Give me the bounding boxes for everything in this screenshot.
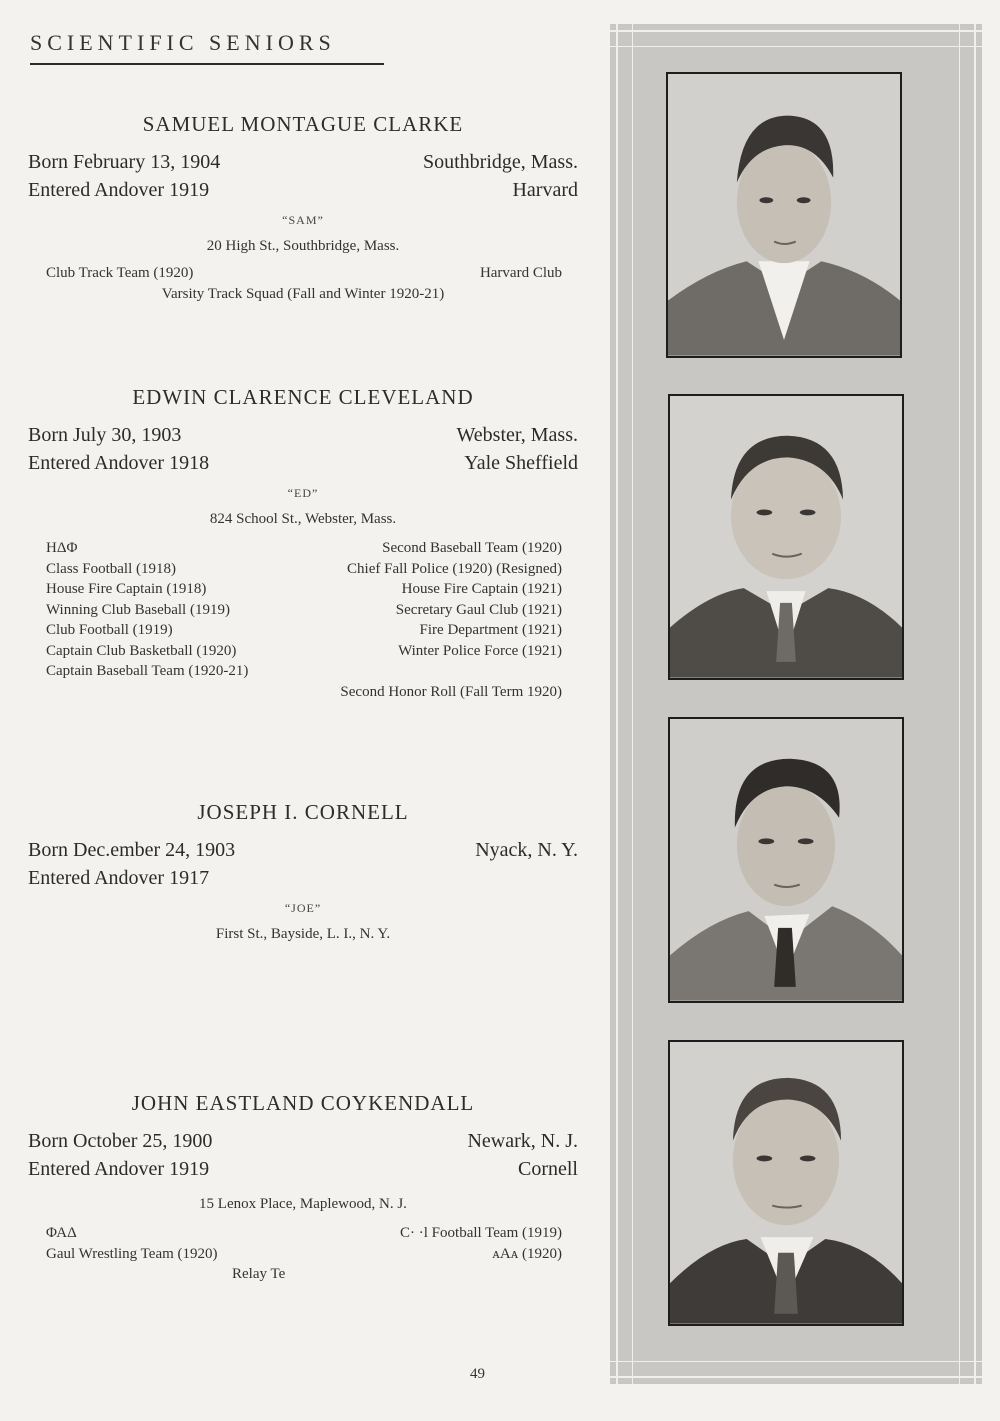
- activity: Fire Department (1921): [419, 622, 562, 638]
- address: 20 High St., Southbridge, Mass.: [206, 238, 400, 254]
- student-name: EDWIN CLARENCE CLEVELAND: [132, 385, 474, 409]
- activity: ΦΑΔ: [46, 1225, 77, 1241]
- address: First St., Bayside, L. I., N. Y.: [215, 926, 391, 942]
- college: Yale Sheffield: [464, 452, 578, 474]
- activity: Club Football (1919): [46, 622, 173, 638]
- activity: House Fire Captain (1918): [46, 581, 207, 597]
- strip-border: [610, 30, 982, 32]
- page-number: 49: [470, 1366, 485, 1382]
- address: 15 Lenox Place, Maplewood, N. J.: [199, 1196, 407, 1212]
- entry-cleveland: [28, 385, 578, 702]
- nickname: “SAM”: [282, 213, 324, 227]
- portrait-photo-coykendall: [668, 1040, 904, 1326]
- entry-clarke: [28, 112, 578, 304]
- strip-border: [974, 24, 976, 1384]
- activity: Club Track Team (1920): [46, 265, 194, 281]
- portrait-photo-cleveland: [668, 394, 904, 680]
- strip-border: [616, 24, 618, 1384]
- address: 824 School St., Webster, Mass.: [209, 511, 397, 527]
- activity: Secretary Gaul Club (1921): [395, 601, 562, 618]
- activity: Second Baseball Team (1920): [382, 540, 562, 556]
- entry-coykendall: [28, 1091, 578, 1284]
- portrait-photo-cornell: [668, 717, 904, 1003]
- activity: Varsity Track Squad (Fall and Winter 1920-21): [161, 285, 445, 302]
- portrait-image: [668, 74, 900, 356]
- hometown: Webster, Mass.: [456, 424, 578, 446]
- portrait-photo-clarke: [666, 72, 902, 358]
- portrait-image: [670, 396, 902, 678]
- hometown: Nyack, N. Y.: [475, 839, 578, 861]
- entered-year: Entered Andover 1919: [28, 179, 210, 201]
- title-underline: [30, 63, 384, 65]
- entry-cornell: [28, 800, 578, 943]
- entered-year: Entered Andover 1917: [28, 867, 210, 889]
- birth-date: Born Dec.ember 24, 1903: [28, 839, 236, 861]
- hometown: Newark, N. J.: [467, 1130, 578, 1152]
- birth-date: Born February 13, 1904: [28, 151, 221, 173]
- nickname: “ED”: [287, 486, 319, 500]
- student-name: JOHN EASTLAND COYKENDALL: [131, 1091, 475, 1115]
- student-name: SAMUEL MONTAGUE CLARKE: [142, 112, 464, 136]
- nickname: “JOE”: [284, 901, 322, 915]
- birth-date: Born July 30, 1903: [28, 424, 182, 446]
- student-name: JOSEPH I. CORNELL: [197, 800, 409, 824]
- activity: Winning Club Baseball (1919): [46, 601, 230, 618]
- activity: Winter Police Force (1921): [398, 642, 562, 659]
- activity: C· ·l Football Team (1919): [400, 1225, 562, 1241]
- faded-area: [318, 1222, 368, 1302]
- entered-year: Entered Andover 1918: [28, 452, 210, 474]
- activity: Gaul Wrestling Team (1920): [46, 1245, 218, 1262]
- activity: Second Honor Roll (Fall Term 1920): [340, 683, 562, 700]
- college: Cornell: [518, 1158, 578, 1180]
- activity: Class Football (1918): [46, 560, 176, 577]
- strip-border: [610, 1376, 982, 1378]
- strip-border: [959, 24, 960, 1384]
- activity: Chief Fall Police (1920) (Resigned): [347, 560, 562, 577]
- activity: Relay Te: [232, 1266, 286, 1282]
- photo-column: [610, 24, 982, 1384]
- section-title: SCIENTIFIC SENIORS: [30, 30, 336, 55]
- portrait-image: [670, 719, 902, 1001]
- college: Harvard: [512, 179, 578, 201]
- strip-border: [610, 46, 982, 47]
- hometown: Southbridge, Mass.: [423, 151, 578, 173]
- activity: Captain Baseball Team (1920-21): [46, 663, 249, 679]
- activity: House Fire Captain (1921): [401, 581, 562, 597]
- entered-year: Entered Andover 1919: [28, 1158, 210, 1180]
- activity: Captain Club Basketball (1920): [46, 642, 237, 659]
- strip-border: [632, 24, 633, 1384]
- portrait-image: [670, 1042, 902, 1324]
- birth-date: Born October 25, 1900: [28, 1130, 213, 1152]
- activity: ᴀAᴀ (1920): [492, 1245, 562, 1262]
- strip-border: [610, 1361, 982, 1362]
- activity: HΔΦ: [46, 540, 78, 556]
- activity: Harvard Club: [479, 265, 562, 281]
